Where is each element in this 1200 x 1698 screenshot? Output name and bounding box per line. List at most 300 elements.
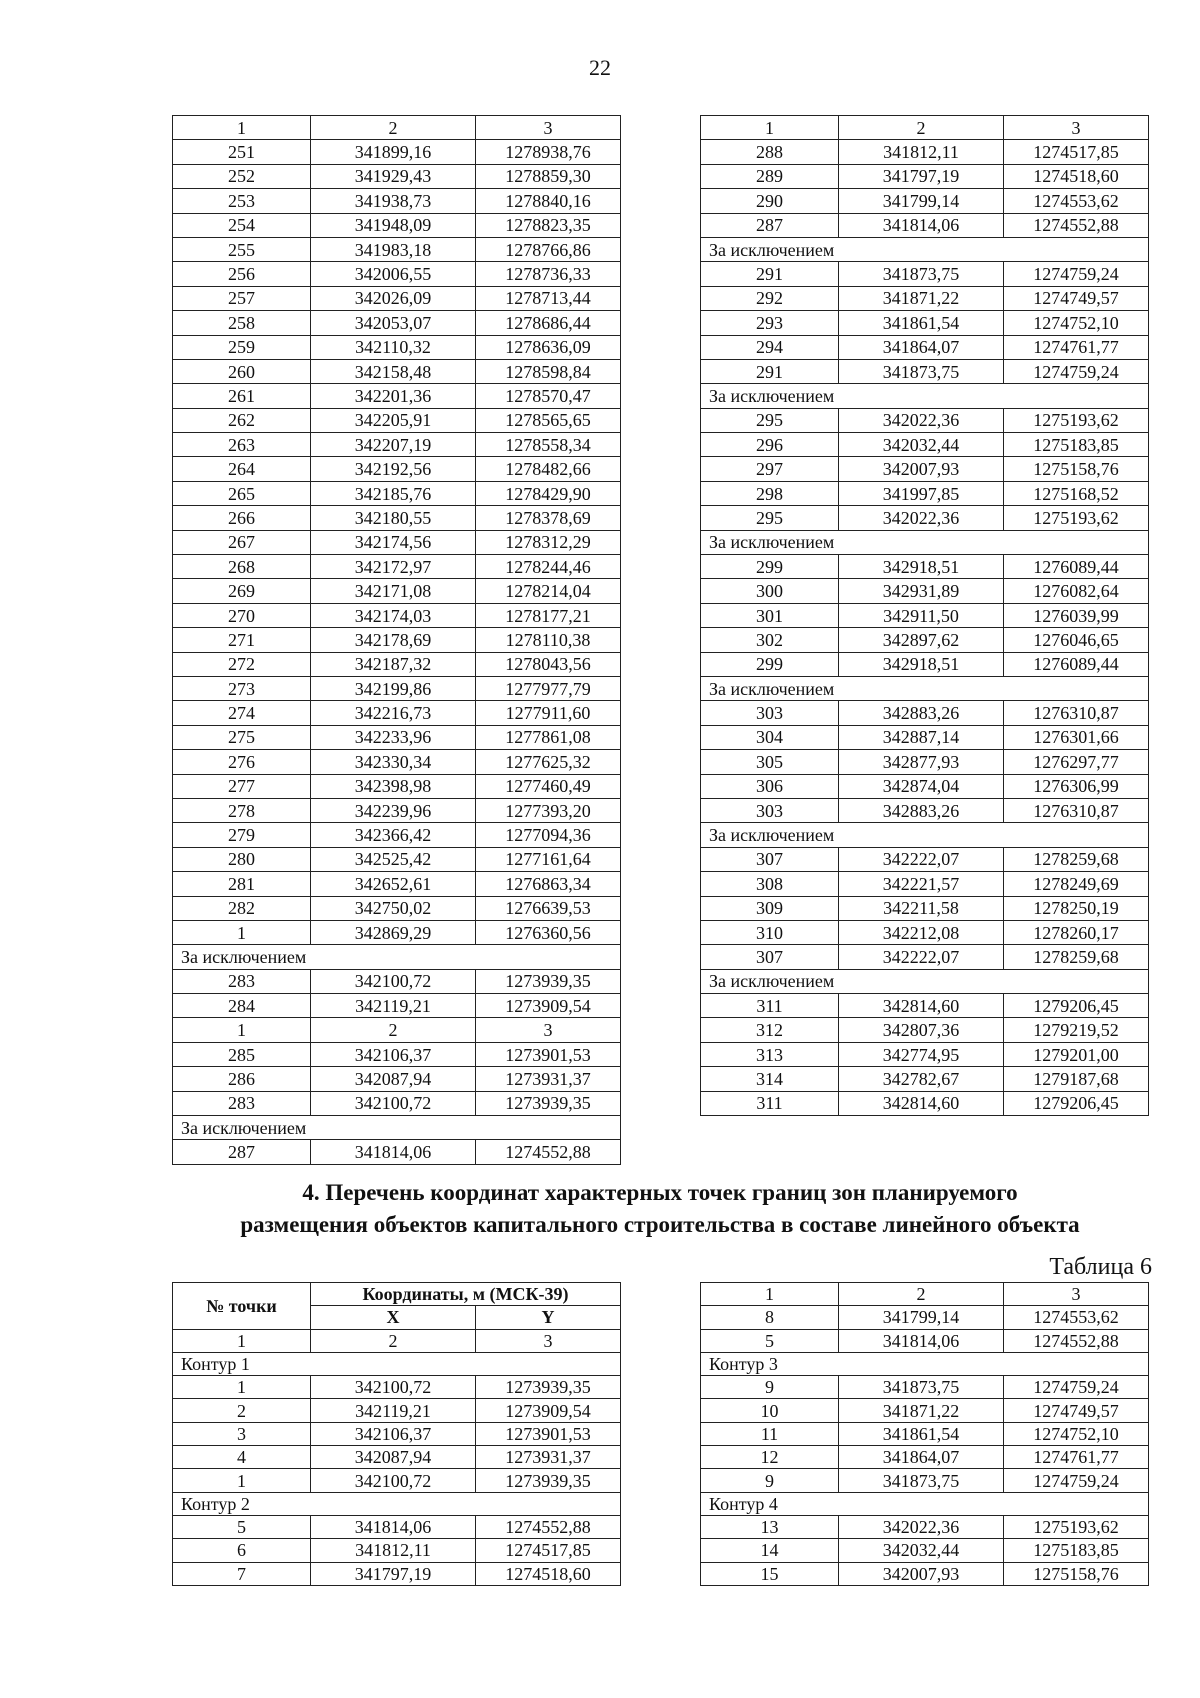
- table-row: [701, 1515, 1149, 1538]
- point-cell: 256: [173, 262, 311, 286]
- point-cell: 1: [173, 920, 311, 944]
- y-cell: 1278636,09: [476, 335, 621, 359]
- x-cell: 342222,07: [839, 945, 1004, 969]
- x-cell: 341948,09: [311, 213, 476, 237]
- point-cell: 313: [701, 1042, 839, 1066]
- y-cell: 1277460,49: [476, 774, 621, 798]
- point-cell: 304: [701, 725, 839, 749]
- x-cell: 342918,51: [839, 555, 1004, 579]
- table-row: [173, 481, 621, 505]
- y-cell: 1278598,84: [476, 359, 621, 383]
- point-cell: 254: [173, 213, 311, 237]
- note-row: [701, 1492, 1149, 1515]
- x-cell: 342022,36: [839, 408, 1004, 432]
- y-cell: 1274759,24: [1004, 359, 1149, 383]
- y-cell: 1278840,16: [476, 189, 621, 213]
- table-row: [173, 1067, 621, 1091]
- table-row: [173, 164, 621, 188]
- note-cell: За исключением: [701, 676, 1149, 700]
- note-cell: За исключением: [701, 969, 1149, 993]
- y-cell: 1277911,60: [476, 701, 621, 725]
- table-row: [701, 872, 1149, 896]
- x-cell: 341797,19: [311, 1562, 476, 1585]
- x-cell: 342158,48: [311, 359, 476, 383]
- point-cell: 295: [701, 506, 839, 530]
- column-numbering-row: [173, 1329, 621, 1352]
- point-cell: 264: [173, 457, 311, 481]
- note-cell: За исключением: [701, 823, 1149, 847]
- y-cell: 1275158,76: [1004, 457, 1149, 481]
- y-cell: 1278259,68: [1004, 945, 1149, 969]
- point-cell: 277: [173, 774, 311, 798]
- x-cell: 342100,72: [311, 969, 476, 993]
- x-cell: 341797,19: [839, 164, 1004, 188]
- section-title-line: 4. Перечень координат характерных точек границ зон планируемого: [302, 1180, 1018, 1205]
- x-cell: 342750,02: [311, 896, 476, 920]
- table-row: [173, 555, 621, 579]
- x-cell: 342022,36: [839, 506, 1004, 530]
- y-cell: 1275193,62: [1004, 1515, 1149, 1538]
- table-row: [701, 725, 1149, 749]
- note-row: [701, 1352, 1149, 1375]
- point-cell: 2: [173, 1399, 311, 1422]
- point-cell: 281: [173, 872, 311, 896]
- y-cell: 1279201,00: [1004, 1042, 1149, 1066]
- y-cell: 1273939,35: [476, 1376, 621, 1399]
- x-cell: 342106,37: [311, 1042, 476, 1066]
- column-number: 3: [1004, 1283, 1149, 1306]
- table-row: [701, 481, 1149, 505]
- table-row: [701, 1422, 1149, 1445]
- table-row: [701, 1067, 1149, 1091]
- x-cell: 341864,07: [839, 1446, 1004, 1469]
- point-cell: 9: [701, 1469, 839, 1492]
- table-row: [173, 628, 621, 652]
- y-cell: 1278043,56: [476, 652, 621, 676]
- y-cell: 1273909,54: [476, 1399, 621, 1422]
- point-cell: 292: [701, 286, 839, 310]
- point-cell: 276: [173, 750, 311, 774]
- table-row: [173, 530, 621, 554]
- x-cell: 341983,18: [311, 237, 476, 261]
- table-row: [701, 847, 1149, 871]
- point-cell: 303: [701, 798, 839, 822]
- table-row: [173, 798, 621, 822]
- y-cell: 1274518,60: [1004, 164, 1149, 188]
- table-row: [173, 1515, 621, 1538]
- x-cell: 342185,76: [311, 481, 476, 505]
- x-cell: 342211,58: [839, 896, 1004, 920]
- table-row: [701, 1376, 1149, 1399]
- table-row: [701, 1446, 1149, 1469]
- note-cell: Контур 2: [173, 1492, 621, 1515]
- y-cell: 1277977,79: [476, 676, 621, 700]
- point-cell: 311: [701, 994, 839, 1018]
- x-cell: 341812,11: [839, 140, 1004, 164]
- point-cell: 300: [701, 579, 839, 603]
- x-cell: 342100,72: [311, 1091, 476, 1115]
- table-row: [173, 750, 621, 774]
- point-cell: 310: [701, 920, 839, 944]
- x-cell: 342087,94: [311, 1446, 476, 1469]
- y-cell: 1273939,35: [476, 1091, 621, 1115]
- x-cell: 342212,08: [839, 920, 1004, 944]
- y-cell: 1274553,62: [1004, 1306, 1149, 1329]
- y-cell: 1274517,85: [476, 1539, 621, 1562]
- table-row: [701, 603, 1149, 627]
- x-cell: 342874,04: [839, 774, 1004, 798]
- y-cell: 1274749,57: [1004, 1399, 1149, 1422]
- table-row: [173, 969, 621, 993]
- note-cell: За исключением: [701, 384, 1149, 408]
- point-cell: 263: [173, 433, 311, 457]
- x-cell: 341871,22: [839, 286, 1004, 310]
- point-cell: 1: [173, 1018, 311, 1042]
- point-cell: 257: [173, 286, 311, 310]
- x-cell: 2: [311, 1018, 476, 1042]
- table-row: [701, 579, 1149, 603]
- point-cell: 282: [173, 896, 311, 920]
- y-cell: 1274552,88: [476, 1140, 621, 1164]
- point-cell: 284: [173, 994, 311, 1018]
- point-cell: 298: [701, 481, 839, 505]
- table-row: [173, 286, 621, 310]
- table-row: [173, 1539, 621, 1562]
- y-cell: 1278736,33: [476, 262, 621, 286]
- point-cell: 290: [701, 189, 839, 213]
- point-cell: 274: [173, 701, 311, 725]
- y-cell: 3: [476, 1018, 621, 1042]
- x-cell: 342171,08: [311, 579, 476, 603]
- table6-left: [172, 1282, 621, 1586]
- y-cell: 1274749,57: [1004, 286, 1149, 310]
- y-cell: 1278260,17: [1004, 920, 1149, 944]
- y-cell: 1278482,66: [476, 457, 621, 481]
- x-cell: 341873,75: [839, 1376, 1004, 1399]
- y-cell: 1274552,88: [1004, 1329, 1149, 1352]
- table-row: [173, 603, 621, 627]
- section-title-line: размещения объектов капитального строительства в составе линейного объекта: [240, 1212, 1080, 1237]
- y-cell: 1278378,69: [476, 506, 621, 530]
- x-cell: 342053,07: [311, 311, 476, 335]
- point-cell: 283: [173, 1091, 311, 1115]
- table-row: [173, 311, 621, 335]
- point-cell: 278: [173, 798, 311, 822]
- y-cell: 1275193,62: [1004, 506, 1149, 530]
- y-cell: 1278214,04: [476, 579, 621, 603]
- table-row: [701, 335, 1149, 359]
- x-cell: 342239,96: [311, 798, 476, 822]
- table-row: [701, 920, 1149, 944]
- y-cell: 1275183,85: [1004, 1539, 1149, 1562]
- y-cell: 1277393,20: [476, 798, 621, 822]
- table-row: [173, 1376, 621, 1399]
- x-cell: 342222,07: [839, 847, 1004, 871]
- note-row: [701, 676, 1149, 700]
- table-row: [701, 1399, 1149, 1422]
- x-cell: 342199,86: [311, 676, 476, 700]
- x-cell: 342814,60: [839, 994, 1004, 1018]
- x-cell: 342178,69: [311, 628, 476, 652]
- y-cell: 1276306,99: [1004, 774, 1149, 798]
- x-cell: 341929,43: [311, 164, 476, 188]
- x-cell: 342087,94: [311, 1067, 476, 1091]
- table-row: [173, 896, 621, 920]
- point-cell: 312: [701, 1018, 839, 1042]
- y-cell: 1278250,19: [1004, 896, 1149, 920]
- point-cell: 311: [701, 1091, 839, 1115]
- x-cell: 342026,09: [311, 286, 476, 310]
- y-cell: 1274552,88: [1004, 213, 1149, 237]
- x-cell: 342022,36: [839, 1515, 1004, 1538]
- table-row: [173, 774, 621, 798]
- y-cell: 1276082,64: [1004, 579, 1149, 603]
- table-row: [701, 457, 1149, 481]
- point-cell: 260: [173, 359, 311, 383]
- point-cell: 302: [701, 628, 839, 652]
- point-cell: 289: [701, 164, 839, 188]
- table-row: [173, 408, 621, 432]
- point-cell: 293: [701, 311, 839, 335]
- y-cell: 1279206,45: [1004, 1091, 1149, 1115]
- table-row: [701, 798, 1149, 822]
- table-row: [173, 994, 621, 1018]
- column-number: 1: [173, 1329, 311, 1352]
- table-row: [173, 1018, 621, 1042]
- table-row: [173, 359, 621, 383]
- table-row: [173, 384, 621, 408]
- table6-header-row: [173, 1283, 621, 1306]
- table-row: [173, 335, 621, 359]
- x-cell: 342110,32: [311, 335, 476, 359]
- point-cell: 308: [701, 872, 839, 896]
- x-cell: 342897,62: [839, 628, 1004, 652]
- point-cell: 279: [173, 823, 311, 847]
- x-cell: 342100,72: [311, 1376, 476, 1399]
- x-cell: 342180,55: [311, 506, 476, 530]
- table-row: [701, 652, 1149, 676]
- point-cell: 9: [701, 1376, 839, 1399]
- point-cell: 296: [701, 433, 839, 457]
- table-row: [701, 1329, 1149, 1352]
- y-cell: 1276039,99: [1004, 603, 1149, 627]
- y-cell: 1278259,68: [1004, 847, 1149, 871]
- point-cell: 303: [701, 701, 839, 725]
- y-cell: 1278312,29: [476, 530, 621, 554]
- point-cell: 1: [173, 1376, 311, 1399]
- y-cell: 1274552,88: [476, 1515, 621, 1538]
- table-row: [701, 1562, 1149, 1585]
- x-cell: 342032,44: [839, 433, 1004, 457]
- x-cell: 342330,34: [311, 750, 476, 774]
- x-cell: 342201,36: [311, 384, 476, 408]
- table-row: [701, 628, 1149, 652]
- point-cell: 258: [173, 311, 311, 335]
- column-number: 3: [476, 116, 621, 140]
- point-cell: 307: [701, 847, 839, 871]
- point-cell: 272: [173, 652, 311, 676]
- coordinates-header: Координаты, м (МСК-39): [311, 1283, 621, 1306]
- y-cell: 1277625,32: [476, 750, 621, 774]
- table-row: [173, 1091, 621, 1115]
- x-cell: 342398,98: [311, 774, 476, 798]
- note-row: [173, 1352, 621, 1375]
- point-cell: 253: [173, 189, 311, 213]
- x-cell: 342883,26: [839, 798, 1004, 822]
- point-cell: 1: [173, 1469, 311, 1492]
- table-row: [173, 701, 621, 725]
- y-cell: 1274752,10: [1004, 1422, 1149, 1445]
- x-cell: 342887,14: [839, 725, 1004, 749]
- table-row: [701, 262, 1149, 286]
- y-cell: 1276360,56: [476, 920, 621, 944]
- y-cell: 1279219,52: [1004, 1018, 1149, 1042]
- y-cell: 1276297,77: [1004, 750, 1149, 774]
- table-row: [701, 213, 1149, 237]
- note-row: [173, 1116, 621, 1140]
- table-row: [173, 1469, 621, 1492]
- point-cell: 306: [701, 774, 839, 798]
- y-cell: 1278177,21: [476, 603, 621, 627]
- y-cell: 1274553,62: [1004, 189, 1149, 213]
- y-cell: 1278110,38: [476, 628, 621, 652]
- table-row: [173, 579, 621, 603]
- x-cell: 341861,54: [839, 311, 1004, 335]
- note-cell: За исключением: [701, 530, 1149, 554]
- x-cell: 342119,21: [311, 1399, 476, 1422]
- x-cell: 341997,85: [839, 481, 1004, 505]
- point-cell: 11: [701, 1422, 839, 1445]
- table-row: [701, 189, 1149, 213]
- point-cell: 8: [701, 1306, 839, 1329]
- point-cell: 259: [173, 335, 311, 359]
- note-cell: Контур 4: [701, 1492, 1149, 1515]
- y-cell: 1279187,68: [1004, 1067, 1149, 1091]
- y-cell: 1275158,76: [1004, 1562, 1149, 1585]
- point-cell: 288: [701, 140, 839, 164]
- y-cell: 1275168,52: [1004, 481, 1149, 505]
- table-row: [173, 1399, 621, 1422]
- y-cell: 1279206,45: [1004, 994, 1149, 1018]
- x-cell: 342192,56: [311, 457, 476, 481]
- table-row: [173, 725, 621, 749]
- table-row: [173, 433, 621, 457]
- y-cell: 1278686,44: [476, 311, 621, 335]
- column-number: 3: [476, 1329, 621, 1352]
- point-cell: 291: [701, 262, 839, 286]
- table-row: [701, 164, 1149, 188]
- table-row: [173, 189, 621, 213]
- table-row: [701, 1018, 1149, 1042]
- point-cell: 269: [173, 579, 311, 603]
- table-row: [701, 311, 1149, 335]
- x-cell: 342100,72: [311, 1469, 476, 1492]
- x-cell: 342774,95: [839, 1042, 1004, 1066]
- point-cell: 294: [701, 335, 839, 359]
- x-cell: 342172,97: [311, 555, 476, 579]
- y-cell: 1278713,44: [476, 286, 621, 310]
- table-row: [701, 774, 1149, 798]
- y-cell: 1278823,35: [476, 213, 621, 237]
- point-cell: 307: [701, 945, 839, 969]
- y-cell: 1273931,37: [476, 1446, 621, 1469]
- x-cell: 341799,14: [839, 189, 1004, 213]
- x-cell: 342652,61: [311, 872, 476, 896]
- table6-right: [700, 1282, 1149, 1586]
- note-row: [701, 969, 1149, 993]
- y-cell: 1276310,87: [1004, 701, 1149, 725]
- note-row: [701, 237, 1149, 261]
- point-cell: 7: [173, 1562, 311, 1585]
- point-cell: 266: [173, 506, 311, 530]
- y-cell: 1278249,69: [1004, 872, 1149, 896]
- x-cell: 341864,07: [839, 335, 1004, 359]
- table-row: [173, 872, 621, 896]
- point-cell: 3: [173, 1422, 311, 1445]
- table-row: [173, 652, 621, 676]
- coordinates-table-left: [172, 115, 621, 1165]
- x-cell: 342007,93: [839, 1562, 1004, 1585]
- x-cell: 342007,93: [839, 457, 1004, 481]
- y-cell: 1278570,47: [476, 384, 621, 408]
- point-cell: 295: [701, 408, 839, 432]
- x-cell: 342174,03: [311, 603, 476, 627]
- x-cell: 342366,42: [311, 823, 476, 847]
- note-row: [173, 945, 621, 969]
- table-row: [701, 750, 1149, 774]
- y-cell: 1274518,60: [476, 1562, 621, 1585]
- y-cell: 1273901,53: [476, 1422, 621, 1445]
- point-cell: 12: [701, 1446, 839, 1469]
- y-cell: 1277161,64: [476, 847, 621, 871]
- point-cell: 262: [173, 408, 311, 432]
- table-row: [701, 1469, 1149, 1492]
- table-row: [173, 1446, 621, 1469]
- point-cell: 267: [173, 530, 311, 554]
- table-row: [701, 433, 1149, 457]
- point-cell: 5: [173, 1515, 311, 1538]
- y-cell: 1276089,44: [1004, 555, 1149, 579]
- point-cell: 252: [173, 164, 311, 188]
- point-cell: 273: [173, 676, 311, 700]
- x-cell: 341873,75: [839, 359, 1004, 383]
- x-cell: 341814,06: [839, 1329, 1004, 1352]
- table-row: [173, 237, 621, 261]
- y-cell: 1278429,90: [476, 481, 621, 505]
- note-row: [701, 384, 1149, 408]
- x-cell: 342807,36: [839, 1018, 1004, 1042]
- y-cell: 1275183,85: [1004, 433, 1149, 457]
- x-cell: 341814,06: [839, 213, 1004, 237]
- table-row: [701, 1306, 1149, 1329]
- y-cell: 1276639,53: [476, 896, 621, 920]
- y-cell: 1274752,10: [1004, 311, 1149, 335]
- table-row: [173, 1042, 621, 1066]
- x-cell: 342782,67: [839, 1067, 1004, 1091]
- column-number: 1: [173, 116, 311, 140]
- table-row: [701, 506, 1149, 530]
- x-cell: 341871,22: [839, 1399, 1004, 1422]
- x-cell: 342216,73: [311, 701, 476, 725]
- y-cell: 1277094,36: [476, 823, 621, 847]
- x-cell: 342877,93: [839, 750, 1004, 774]
- point-number-header: № точки: [173, 1283, 311, 1330]
- column-numbering-row: [701, 1283, 1149, 1306]
- x-cell: 342918,51: [839, 652, 1004, 676]
- table-row: [173, 823, 621, 847]
- x-cell: 342205,91: [311, 408, 476, 432]
- y-cell: 1276046,65: [1004, 628, 1149, 652]
